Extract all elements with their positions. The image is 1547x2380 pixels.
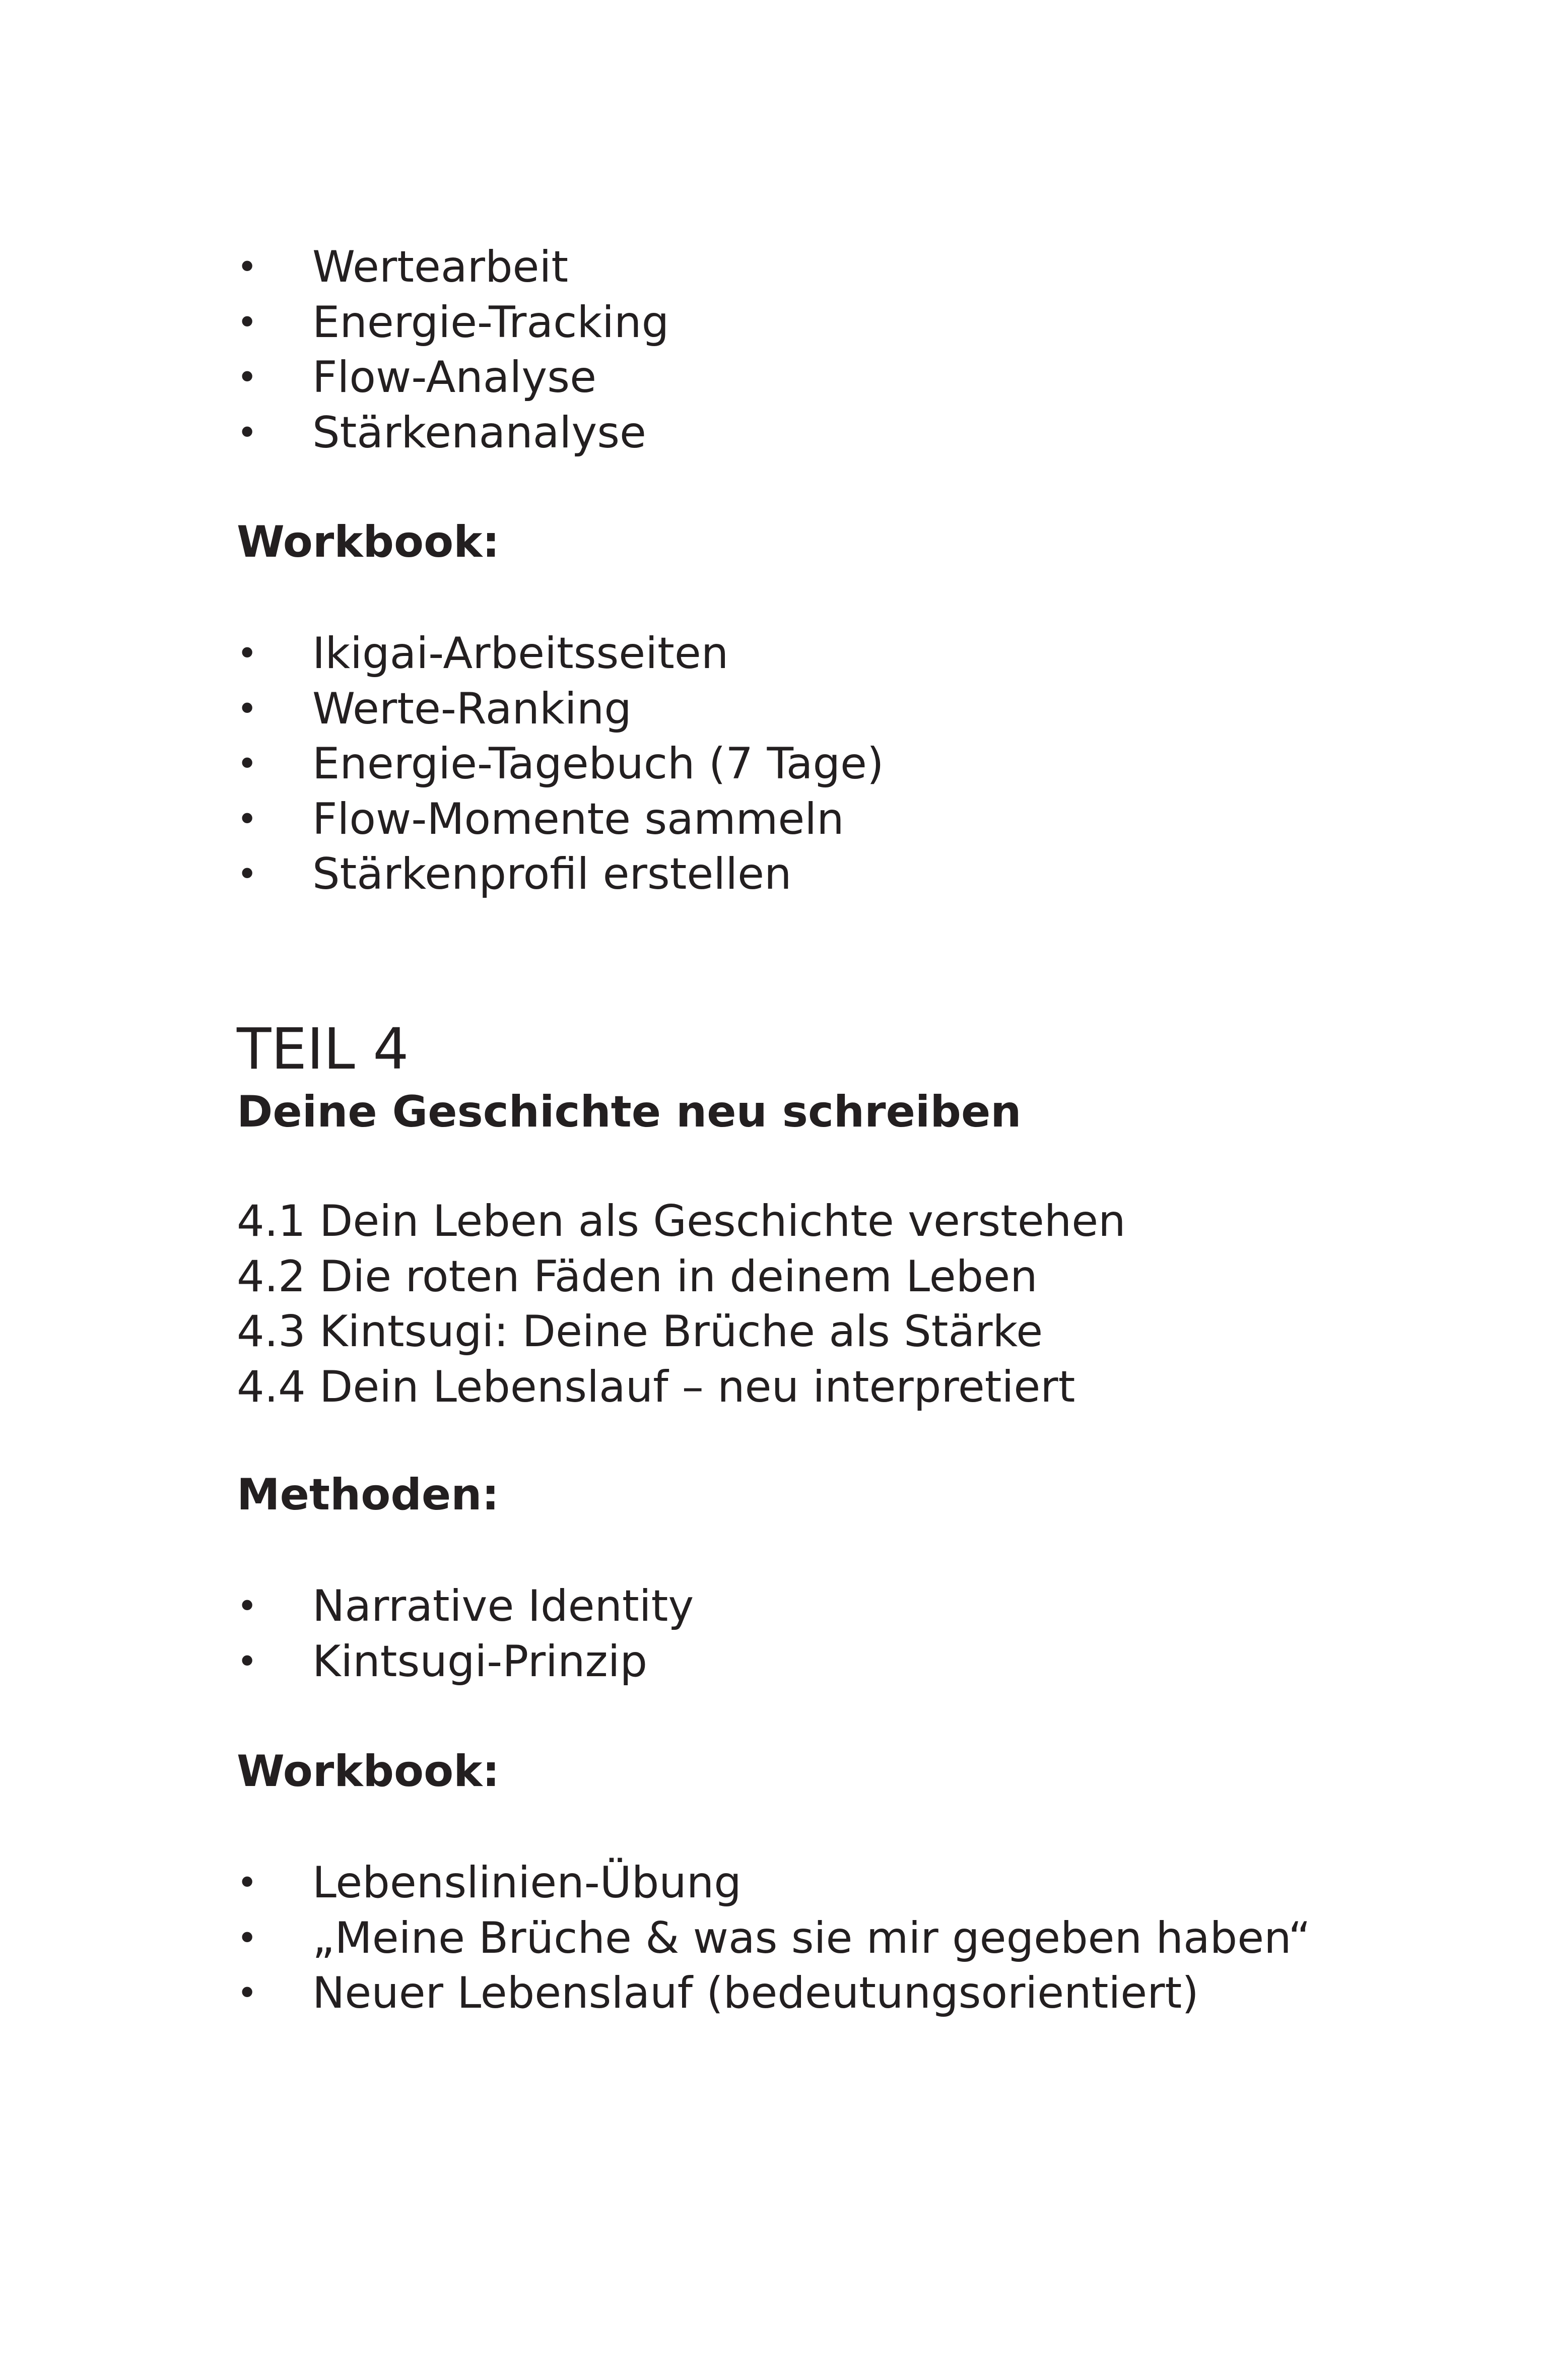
bullet: • bbox=[237, 1972, 258, 2014]
list-item-text: Narrative Identity bbox=[312, 1581, 694, 1631]
list-item-text: Kintsugi-Prinzip bbox=[312, 1636, 648, 1687]
bullet: • bbox=[237, 1585, 258, 1627]
bullet: • bbox=[237, 1917, 258, 1959]
list-item-text: Energie-Tagebuch (7 Tage) bbox=[312, 739, 884, 789]
list-item-text: Wertearbeit bbox=[312, 242, 569, 292]
chapter-list bbox=[237, 1194, 1126, 1415]
chapter-item: 4.3 Kintsugi: Deine Brüche als Stärke bbox=[237, 1306, 1043, 1357]
bullet: • bbox=[237, 633, 258, 674]
workbook-label: Workbook: bbox=[237, 1746, 500, 1797]
list-item-text: Neuer Lebenslauf (bedeutungsorientiert) bbox=[312, 1968, 1199, 2018]
bullet: • bbox=[237, 743, 258, 784]
list-item-text: Flow-Analyse bbox=[312, 352, 596, 403]
bullet: • bbox=[237, 688, 258, 730]
bullet: • bbox=[237, 246, 258, 288]
methoden-label: Methoden: bbox=[237, 1470, 499, 1520]
section-subtitle: Deine Geschichte neu schreiben bbox=[237, 1087, 1022, 1137]
bullet: • bbox=[237, 1640, 258, 1682]
list-item-text: Flow-Momente sammeln bbox=[312, 794, 844, 844]
bullet: • bbox=[237, 412, 258, 453]
chapter-item: 4.2 Die roten Fäden in deinem Leben bbox=[237, 1251, 1038, 1302]
list-item-text: „Meine Brüche & was sie mir gegeben haben“ bbox=[312, 1912, 1311, 1963]
list-item-text: Lebenslinien-Übung bbox=[312, 1858, 742, 1908]
bullet: • bbox=[237, 357, 258, 398]
workbook-label: Workbook: bbox=[237, 517, 500, 567]
bullet: • bbox=[237, 853, 258, 895]
list-item-text: Energie-Tracking bbox=[312, 297, 669, 348]
list-item-text: Ikigai-Arbeitsseiten bbox=[312, 628, 729, 679]
chapter-item: 4.1 Dein Leben als Geschichte verstehen bbox=[237, 1196, 1126, 1246]
chapter-item: 4.4 Dein Lebenslauf – neu interpretiert bbox=[237, 1361, 1075, 1412]
list-item-text: Stärkenanalyse bbox=[312, 407, 646, 458]
bullet: • bbox=[237, 1862, 258, 1903]
list-item-text: Werte-Ranking bbox=[312, 683, 632, 734]
bullet: • bbox=[237, 301, 258, 343]
list-item-text: Stärkenprofil erstellen bbox=[312, 849, 792, 899]
section-title: TEIL 4 bbox=[237, 1017, 409, 1082]
bullet: • bbox=[237, 798, 258, 840]
